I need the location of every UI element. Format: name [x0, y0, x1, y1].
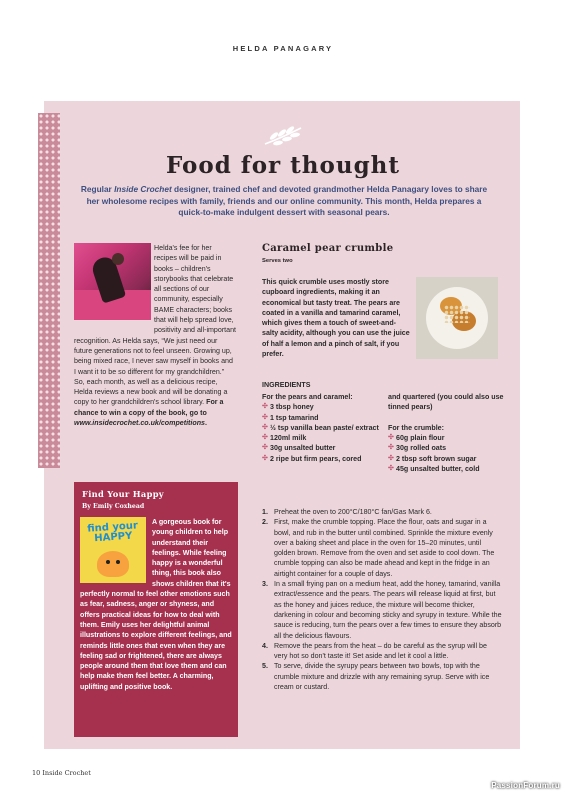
ingredients-column-left [262, 392, 387, 464]
bio-text [74, 243, 236, 428]
ingredient-item: ✣ ½ tsp vanilla bean paste/ extract [262, 423, 379, 432]
book-review-body: A gorgeous book for young children to help understand their feelings. While feeling happy is a wonderful thing, this book also shows children that it's perfectly normal to feel other emotions such as fear, sadness, anger or shyness, and offers practical ideas for how to deal with them. Emily uses her delightful animal illustrations to explore different feelings, and reminds little ones that even when they are feeling sad or frightened, there are always people around them that love them and can help make them feel better. A charming, uplifting and positive book. [80, 518, 232, 691]
ingredient-item: ✣ 45g unsalted butter, cold [388, 465, 480, 474]
bullet-icon: ✣ [262, 444, 268, 452]
ingredient-item: ✣ 1 tsp tamarind [262, 413, 319, 422]
ingredient-item: ✣ 60g plain flour [388, 434, 445, 443]
section-header: HELDA PANAGARY [232, 44, 334, 53]
article-intro [78, 184, 490, 219]
bullet-icon: ✣ [388, 465, 394, 473]
ingredient-item: ✣ 2 tbsp soft brown sugar [388, 454, 477, 463]
recipe-serves: Serves two [262, 258, 293, 264]
ingredient-item: ✣ 30g unsalted butter [262, 444, 336, 453]
bullet-icon: ✣ [388, 444, 394, 452]
pears-continued: and quartered (you could also use tinned pears) [388, 393, 504, 412]
method-step: 2. First, make the crumble topping. Place the flour, oats and sugar in a bowl, and rub in the butter until combined. Sprinkle the mixture evenly over a baking sheet and place in the oven for 15–20 minutes, until golden brown. Remove from the oven and set aside to cool down. The crumble topping can also be made ahead and kept in the fridge in an airtight container for a couple of days. [262, 518, 495, 578]
ingredient-item: ✣ 120ml milk [262, 434, 307, 443]
crumble-heading: For the crumble: [388, 423, 444, 432]
book-review-text [80, 517, 232, 692]
recipe-intro: This quick crumble uses mostly store cupboard ingredients, making it an economical but tasty treat. The pears are coated in a vanilla and tamarind caramel, which gives them a touch of sweet-and-salty acidity, although you can use the juice of half a lemon and a pinch of salt, if you prefer. [262, 278, 410, 359]
method-step: 1. Preheat the oven to 200°C/180°C fan/Gas Mark 6. [262, 508, 432, 516]
bullet-icon: ✣ [262, 423, 268, 431]
ingredient-item: ✣ 2 ripe but firm pears, cored [262, 454, 362, 463]
bullet-icon: ✣ [388, 454, 394, 462]
method-step: 4. Remove the pears from the heat – do be careful as the syrup will be very hot so don't taste it! Set aside and let it cool a little. [262, 641, 487, 661]
ingredient-item: ✣ 30g rolled oats [388, 444, 447, 453]
bullet-icon: ✣ [388, 434, 394, 442]
bullet-icon: ✣ [262, 413, 268, 421]
leaf-branch-icon [261, 124, 305, 148]
cover-title: find your HAPPY [86, 520, 139, 545]
pears-heading: For the pears and caramel: [262, 393, 353, 401]
ingredients-heading: INGREDIENTS [262, 381, 311, 389]
book-title: Find Your Happy [82, 489, 164, 499]
pear-crumble-photo [416, 277, 498, 359]
method-step: 3. In a small frying pan on a medium heat, add the honey, tamarind, vanilla extract/essence and the pears. The pears will release liquid at first, but as the honey and juices reduce, the mixture will become thicker, darkening in colour and becoming sticky and syrupy in texture. While the sauce is reducing, turn the pears over a few times to ensure they absorb all the delicious flavours. [262, 580, 502, 640]
method-step: 5. To serve, divide the syrupy pears between two bowls, top with the crumble mixture and drizzle with any remaining syrup. Serve with ice cream or custard. [262, 662, 490, 692]
ingredient-item: ✣ 3 tbsp honey [262, 403, 314, 412]
bullet-icon: ✣ [262, 403, 268, 411]
bio-body: Helda's fee for her recipes will be paid in books – children's storybooks that celebrate all sections of our community, especially BAME characters; books that will help spread love, positivity and all-important recognition. As Helda says, “We just need our future generations not to feel unseen. Growing up, being mixed race, I never saw myself in books and I want it to be so different for my grandchildren.” So, each month, as well as a delicious recipe, Helda reviews a new book and will be donating a copy to her grandchildren's school library. [74, 244, 237, 407]
book-author: By Emily Coxhead [82, 503, 145, 510]
watermark: PassionForum.ru [491, 781, 560, 790]
bio-cta-end: . [205, 419, 207, 428]
intro-text-start: Regular [80, 184, 115, 194]
article-title: Food for thought [165, 152, 401, 179]
magazine-name: Inside Crochet [114, 184, 172, 194]
intro-text-end: designer, trained chef and devoted grandmother Helda Panagary loves to share her wholesome recipes with family, friends and our online community. This month, Helda prepares a quick-to-make indulgent dessert with seasonal pears. [86, 184, 488, 218]
method-steps [262, 507, 502, 692]
page-folio: 10 Inside Crochet [32, 769, 91, 777]
bio-cta: For a chance to win a copy of the book, go to [74, 398, 224, 417]
ingredients-column-right [388, 392, 513, 474]
bullet-icon: ✣ [262, 454, 268, 462]
competition-link[interactable]: www.insidecrochet.co.uk/competitions [74, 419, 205, 428]
recipe-title: Caramel pear crumble [262, 243, 394, 254]
bullet-icon: ✣ [262, 434, 268, 442]
